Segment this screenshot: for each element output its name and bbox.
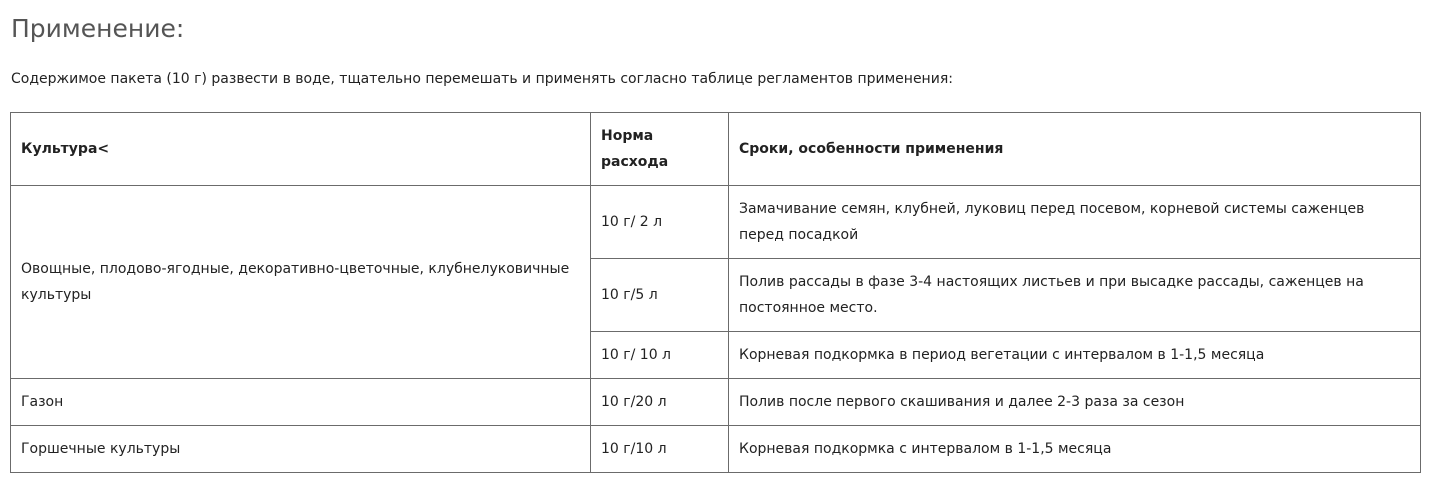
cell-terms: Корневая подкормка с интервалом в 1-1,5 месяца [729,426,1421,473]
cell-rate: 10 г/ 10 л [591,332,729,379]
header-terms: Сроки, особенности применения [729,113,1421,186]
table-row [11,379,1421,426]
cell-rate: 10 г/5 л [591,259,729,332]
cell-terms: Корневая подкормка в период вегетации с интервалом в 1-1,5 месяца [729,332,1421,379]
regulation-table [10,112,1421,473]
header-culture: Культура< [11,113,591,186]
section-heading: Применение: [11,14,185,43]
intro-text: Содержимое пакета (10 г) развести в воде, тщательно перемешать и применять согласно таблице регламентов применения: [11,71,953,87]
cell-culture: Горшечные культуры [11,426,591,473]
cell-rate: 10 г/ 2 л [591,186,729,259]
cell-culture-group: Овощные, плодово-ягодные, декоративно-цветочные, клубнелуковичные культуры [11,186,591,379]
header-rate: Норма расхода [591,113,729,186]
cell-terms: Полив рассады в фазе 3-4 настоящих листьев и при высадке рассады, саженцев на постоянное место. [729,259,1421,332]
cell-rate: 10 г/10 л [591,426,729,473]
cell-rate: 10 г/20 л [591,379,729,426]
table-row [11,426,1421,473]
cell-culture: Газон [11,379,591,426]
cell-terms: Замачивание семян, клубней, луковиц перед посевом, корневой системы саженцев перед посадкой [729,186,1421,259]
cell-terms: Полив после первого скашивания и далее 2-3 раза за сезон [729,379,1421,426]
table-header-row [11,113,1421,186]
table-row [11,186,1421,259]
